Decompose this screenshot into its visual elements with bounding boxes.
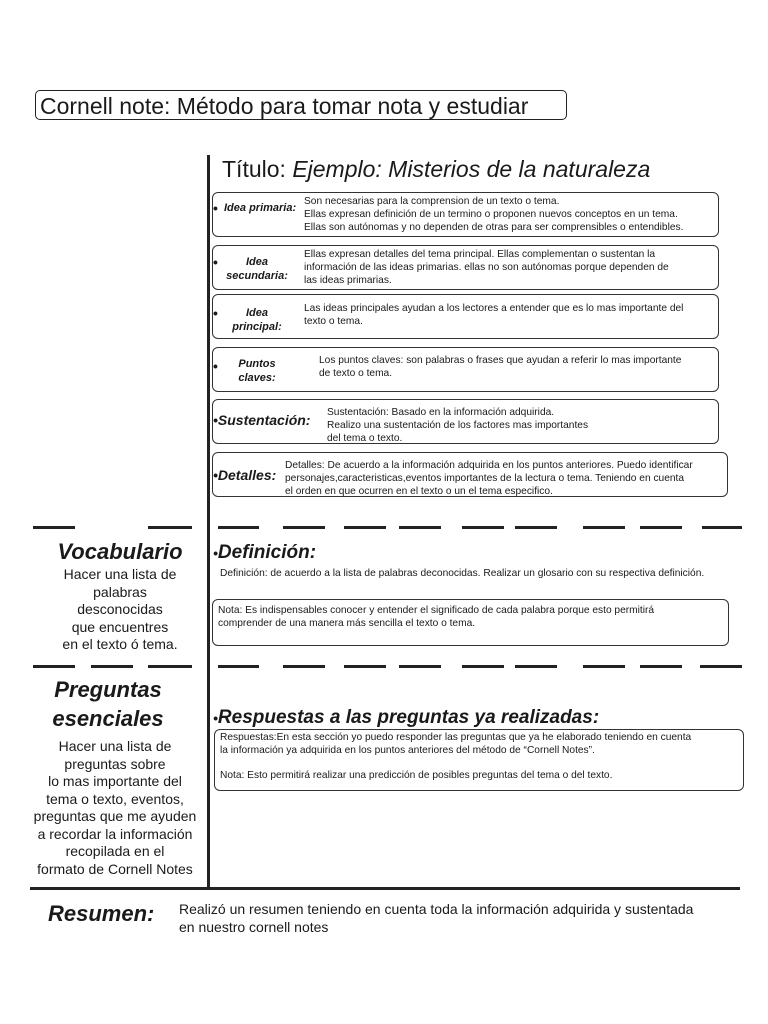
- answer-line: la información ya adquirida en los puntos anteriores del método de “Cornell Notes”.: [220, 745, 595, 756]
- note-line: las ideas primarias.: [304, 275, 392, 286]
- label-line: claves:: [238, 372, 276, 384]
- bullet: •: [213, 358, 218, 374]
- section-separator-dashed: [0, 526, 768, 529]
- label-line: Idea: [245, 256, 268, 268]
- label-text: Detalles:: [217, 467, 277, 483]
- title-line: esenciales: [52, 706, 164, 731]
- description-line: que encuentres: [71, 618, 169, 635]
- note-line: Ellas son autónomas y no dependen de otras para ser comprensibles o entendibles.: [304, 222, 684, 233]
- note-text-idea-principal: [304, 302, 683, 328]
- bullet: •: [213, 254, 218, 270]
- subject-value: Ejemplo: Misterios de la naturaleza: [292, 156, 651, 182]
- questions-description: [20, 738, 210, 878]
- note-line: personajes,caracteristicas,eventos importantes de la lectura o tema. Teniendo en cuenta: [285, 473, 685, 484]
- description-line: en el texto ó tema.: [62, 636, 178, 652]
- note-line: Las ideas principales ayudan a los lectores a entender que es lo mas importante del: [304, 303, 684, 314]
- note-line: Ellas expresan detalles del tema principal. Ellas complementan o sustentan la: [304, 249, 656, 260]
- note-text-detalles: [285, 459, 693, 498]
- note-line: el orden en que ocurren en el texto o un el tema especifico.: [285, 486, 553, 497]
- summary-separator: [30, 887, 740, 890]
- description-line: formato de Cornell Notes: [37, 860, 193, 877]
- note-label-sustentacion: [213, 412, 310, 428]
- summary-line: en nuestro cornell notes: [179, 918, 329, 935]
- description-line: a recordar la información: [37, 825, 193, 842]
- summary-label: Resumen:: [48, 901, 155, 926]
- note-line: de texto o tema.: [319, 368, 393, 379]
- note-line: Realizo una sustentación de los factores mas importantes: [327, 420, 589, 431]
- questions-title: [18, 675, 198, 733]
- summary-text: [179, 901, 693, 936]
- description-line: desconocidas: [77, 601, 163, 617]
- label-line: principal:: [232, 321, 282, 333]
- note-label-puntos-claves: [222, 357, 292, 385]
- note-line: Los puntos claves: son palabras o frases que ayudan a referir lo mas importante: [319, 355, 682, 366]
- description-line: tema o texto, eventos,: [46, 790, 184, 807]
- note-label-idea-secundaria: [222, 255, 292, 283]
- note-line: Nota: Es indispensables conocer y entender el significado de cada palabra porque esto permitirá: [218, 605, 655, 616]
- bullet: •: [213, 710, 218, 726]
- definition-heading: [213, 542, 316, 564]
- note-line: Ellas expresan definición de un termino o proponen nuevos conceptos en un tema.: [304, 209, 678, 220]
- bullet: •: [213, 467, 218, 483]
- note-text-idea-primaria: [304, 195, 683, 234]
- answers-heading: [213, 707, 599, 729]
- subject-line: [222, 156, 650, 183]
- description-line: lo mas importante del: [48, 773, 182, 789]
- note-text-puntos-claves: [319, 354, 681, 380]
- bullet: •: [213, 412, 218, 428]
- note-line: Son necesarias para la comprension de un texto o tema.: [304, 196, 560, 207]
- description-line: preguntas sobre: [64, 755, 166, 772]
- answers-note: Nota: Esto permitirá realizar una predicción de posibles preguntas del tema o del texto.: [220, 770, 613, 781]
- definition-text: Definición: de acuerdo a la lista de palabras deconocidas. Realizar un glosario con su respectiva definición.: [220, 568, 705, 579]
- note-line: comprender de una manera más sencilla el texto o tema.: [218, 618, 476, 629]
- note-text-sustentacion: [327, 406, 588, 445]
- title-line: Preguntas: [54, 677, 162, 702]
- bullet: •: [213, 305, 218, 321]
- vocabulary-note-text: [218, 604, 654, 630]
- description-line: recopilada en el: [65, 843, 165, 859]
- note-line: del tema o texto.: [327, 433, 403, 444]
- description-line: Hacer una lista de: [58, 738, 172, 754]
- section-separator-dashed: [0, 665, 768, 668]
- note-label-idea-primaria: Idea primaria:: [224, 202, 297, 214]
- subject-prefix: Título:: [222, 156, 286, 182]
- bullet: •: [213, 545, 218, 561]
- note-label-detalles: [213, 467, 276, 483]
- note-line: texto o tema.: [304, 316, 363, 327]
- note-text-idea-secundaria: [304, 248, 669, 287]
- description-line: Hacer una lista de: [63, 566, 177, 582]
- vocabulary-description: [40, 566, 200, 654]
- bullet: •: [213, 200, 218, 216]
- page-title: Cornell note: Método para tomar nota y estudiar: [35, 90, 567, 120]
- summary-line: Realizó un resumen teniendo en cuenta toda la información adquirida y sustentada: [179, 901, 694, 917]
- note-line: Sustentación: Basado en la información adquirida.: [327, 407, 555, 418]
- note-label-idea-principal: [222, 306, 292, 334]
- label-line: Idea: [245, 307, 268, 319]
- label-line: Puntos: [238, 358, 276, 370]
- description-line: palabras: [93, 583, 147, 600]
- label-text: Sustentación:: [217, 412, 311, 428]
- heading-text: Definición:: [217, 542, 317, 563]
- answer-line: Respuestas:En esta sección yo puedo responder las preguntas que ya he elaborado teniendo en cuenta: [220, 732, 692, 743]
- vocabulary-title: Vocabulario: [57, 539, 183, 564]
- note-line: Detalles: De acuerdo a la información adquirida en los puntos anteriores. Puedo identificar: [285, 460, 693, 471]
- answers-text: [220, 731, 691, 757]
- note-line: información de las ideas primarias. ellas no son autónomas porque dependen de: [304, 262, 669, 273]
- label-line: secundaria:: [226, 270, 288, 282]
- description-line: preguntas que me ayuden: [33, 808, 197, 824]
- heading-text: Respuestas a las preguntas ya realizadas:: [217, 707, 600, 728]
